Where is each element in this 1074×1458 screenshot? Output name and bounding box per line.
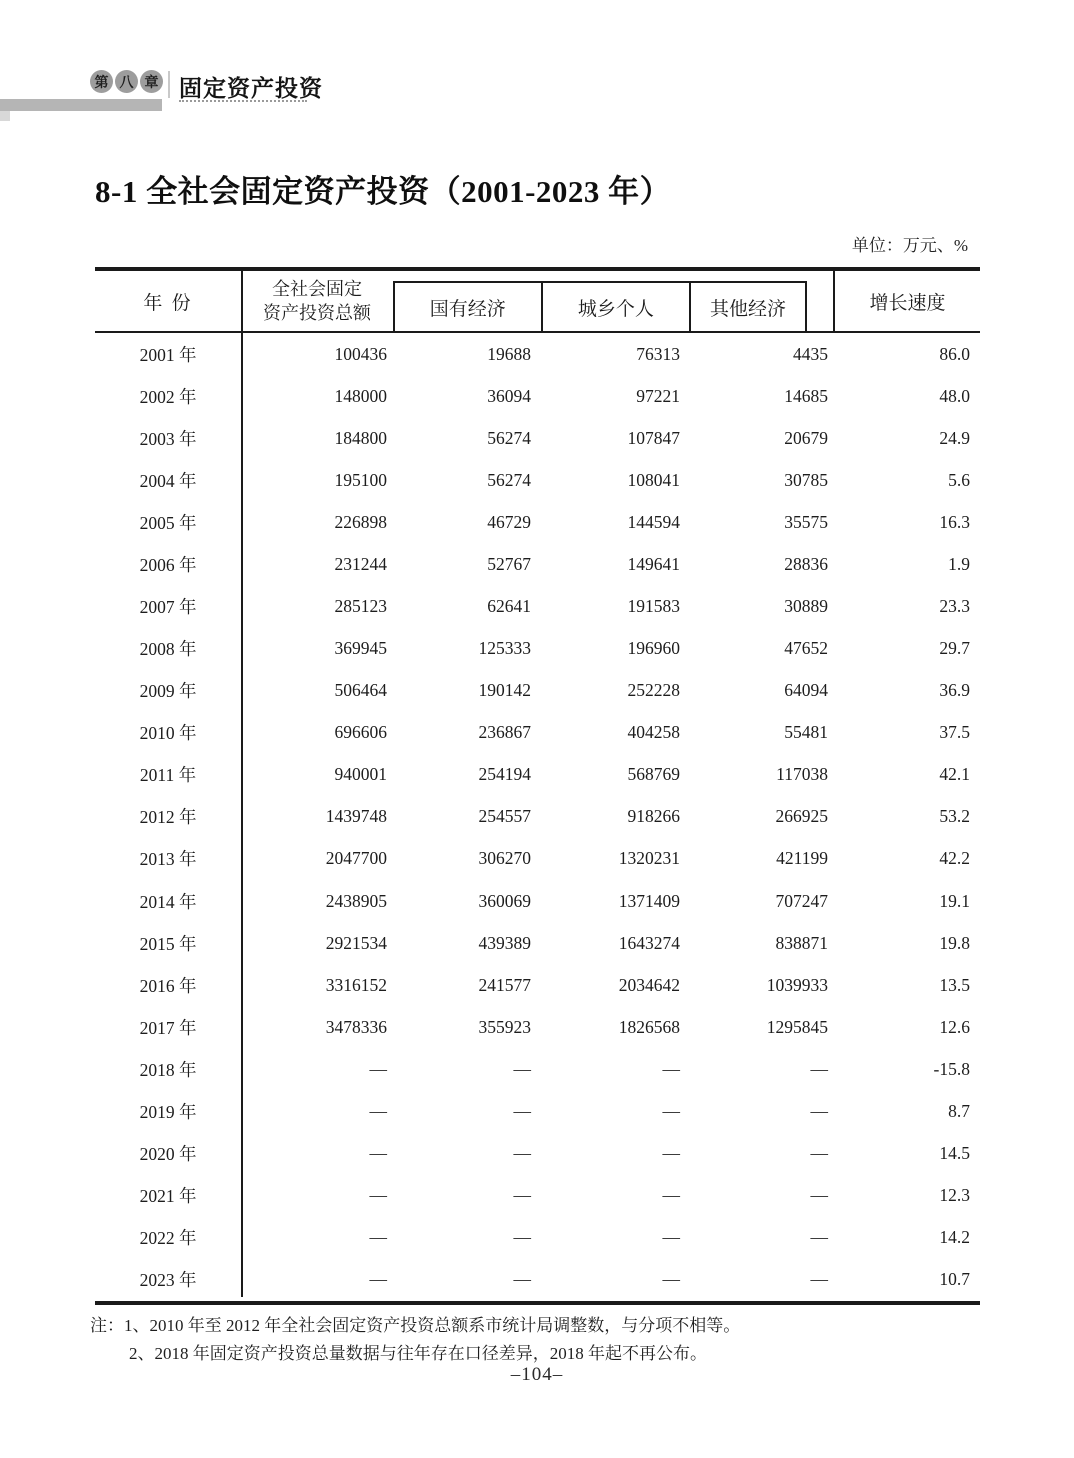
other-cell: 1295845 xyxy=(766,1016,828,1037)
state-cell: 56274 xyxy=(487,427,531,448)
total-cell: 2438905 xyxy=(325,890,387,911)
growth-cell: 8.7 xyxy=(948,1100,970,1121)
table-row xyxy=(95,1217,980,1259)
year-cell: 2011 年 xyxy=(139,765,197,786)
column-header-total-line1: 全社会固定 xyxy=(272,278,362,299)
year-cell: 2020 年 xyxy=(139,1144,197,1165)
table-row xyxy=(95,712,980,754)
total-cell: — xyxy=(369,1185,387,1206)
growth-cell: 12.6 xyxy=(939,1016,970,1037)
growth-cell: 42.1 xyxy=(939,764,970,785)
growth-cell: 36.9 xyxy=(939,680,970,701)
column-header-individual: 城乡个人 xyxy=(541,283,690,331)
year-cell: 2007 年 xyxy=(139,597,197,617)
table-row xyxy=(95,501,980,543)
individual-cell: 1320231 xyxy=(618,848,680,869)
state-cell: — xyxy=(513,1269,531,1290)
total-cell: 1439748 xyxy=(325,806,387,827)
year-cell: 2017 年 xyxy=(139,1017,197,1038)
column-header-other: 其他经济 xyxy=(689,283,805,331)
table-row xyxy=(95,754,980,796)
table-title: 8-1 全社会固定资产投资（2001-2023 年） xyxy=(95,174,672,209)
year-cell: 2021 年 xyxy=(139,1186,197,1207)
state-cell: 125333 xyxy=(478,638,531,659)
state-cell: 62641 xyxy=(487,596,531,616)
header-gray-bar xyxy=(0,99,162,111)
individual-cell: 2034642 xyxy=(618,974,680,995)
table-row xyxy=(95,838,980,880)
column-header-growth: 增长速度 xyxy=(869,292,946,314)
other-cell: 117038 xyxy=(776,764,828,785)
chapter-badge xyxy=(90,70,163,93)
other-cell: — xyxy=(810,1058,828,1079)
total-cell: 2921534 xyxy=(325,932,387,953)
table-body xyxy=(95,333,980,1305)
growth-cell: 24.9 xyxy=(939,427,970,448)
individual-cell: — xyxy=(662,1100,680,1121)
growth-cell: 14.5 xyxy=(939,1143,970,1164)
state-cell: 306270 xyxy=(478,848,531,869)
table-header xyxy=(95,267,980,333)
individual-cell: 108041 xyxy=(627,469,680,490)
total-cell: 231244 xyxy=(334,553,387,574)
table-row xyxy=(95,796,980,838)
growth-cell: 14.2 xyxy=(939,1227,970,1248)
individual-cell: 196960 xyxy=(627,638,680,659)
year-cell: 2006 年 xyxy=(139,554,197,575)
year-cell: 2019 年 xyxy=(139,1101,197,1122)
total-cell: 3316152 xyxy=(325,974,387,995)
state-cell: — xyxy=(513,1143,531,1164)
year-cell: 2003 年 xyxy=(139,428,197,449)
year-cell: 2015 年 xyxy=(139,933,197,954)
table-row xyxy=(95,375,980,417)
total-cell: 195100 xyxy=(334,469,387,490)
table-row xyxy=(95,333,980,375)
other-cell: — xyxy=(810,1100,828,1121)
state-cell: 19688 xyxy=(487,343,531,364)
year-cell: 2016 年 xyxy=(139,975,197,996)
table-row xyxy=(95,880,980,922)
year-cell: 2008 年 xyxy=(139,639,197,660)
year-cell: 2010 年 xyxy=(139,723,197,744)
other-cell: 421199 xyxy=(776,848,828,869)
other-cell: 20679 xyxy=(784,427,828,448)
year-cell: 2018 年 xyxy=(139,1059,197,1080)
state-cell: 360069 xyxy=(478,890,531,911)
state-cell: — xyxy=(513,1227,531,1248)
individual-cell: 76313 xyxy=(636,343,680,364)
individual-cell: 97221 xyxy=(636,385,680,406)
chapter-title-underline xyxy=(179,100,307,102)
table-row xyxy=(95,1090,980,1132)
state-cell: 254194 xyxy=(478,764,531,785)
total-cell: — xyxy=(369,1269,387,1290)
total-cell: 696606 xyxy=(334,722,387,743)
other-cell: — xyxy=(810,1143,828,1164)
column-header-state: 国有经济 xyxy=(429,298,506,320)
subcolumn-box xyxy=(393,281,807,331)
total-cell: 369945 xyxy=(334,638,387,659)
state-cell: 190142 xyxy=(478,680,531,701)
badge-circle-icon: 第 xyxy=(90,70,113,93)
other-cell: 35575 xyxy=(784,511,828,532)
total-cell: 940001 xyxy=(334,764,387,785)
table-row xyxy=(95,670,980,712)
other-cell: 14685 xyxy=(784,385,828,406)
other-cell: 707247 xyxy=(775,890,828,911)
state-cell: 241577 xyxy=(478,974,531,995)
year-cell: 2002 年 xyxy=(139,386,197,407)
individual-cell: 107847 xyxy=(627,427,680,448)
state-cell: 46729 xyxy=(487,511,531,532)
growth-cell: 13.5 xyxy=(939,974,970,995)
growth-cell: 19.1 xyxy=(939,890,970,911)
growth-cell: 19.8 xyxy=(939,932,970,953)
badge-circle-icon: 章 xyxy=(140,70,163,93)
growth-cell: 1.9 xyxy=(948,553,970,574)
total-cell: 184800 xyxy=(334,427,387,448)
state-cell: 355923 xyxy=(478,1016,531,1037)
total-cell: 226898 xyxy=(334,511,387,532)
state-cell: 439389 xyxy=(478,932,531,953)
other-cell: 30889 xyxy=(784,596,828,616)
year-column-divider xyxy=(241,267,243,1297)
year-cell: 2009 年 xyxy=(139,681,197,702)
growth-cell: 23.3 xyxy=(939,596,970,616)
individual-cell: — xyxy=(662,1185,680,1206)
unit-label: 单位：万元、% xyxy=(851,236,968,255)
individual-cell: 144594 xyxy=(627,511,680,532)
other-cell: — xyxy=(810,1185,828,1206)
column-header-year: 年 份 xyxy=(143,292,193,314)
state-cell: 36094 xyxy=(487,385,531,406)
chapter-title: 固定资产投资 xyxy=(179,75,323,101)
table-row xyxy=(95,1048,980,1090)
column-header-total xyxy=(241,271,393,331)
growth-cell: 29.7 xyxy=(939,638,970,659)
table-row xyxy=(95,1006,980,1048)
total-cell: — xyxy=(369,1227,387,1248)
header-divider xyxy=(168,71,170,98)
individual-cell: 191583 xyxy=(627,596,680,616)
total-cell: 285123 xyxy=(334,596,387,616)
individual-cell: 1371409 xyxy=(618,890,680,911)
table-row xyxy=(95,964,980,1006)
table-row xyxy=(95,1259,980,1301)
table-row xyxy=(95,417,980,459)
other-cell: — xyxy=(810,1269,828,1290)
total-cell: — xyxy=(369,1143,387,1164)
table-row xyxy=(95,543,980,585)
other-cell: 1039933 xyxy=(766,974,828,995)
table-row xyxy=(95,922,980,964)
year-cell: 2012 年 xyxy=(139,807,197,828)
other-cell: 30785 xyxy=(784,469,828,490)
total-cell: 3478336 xyxy=(325,1016,387,1037)
badge-circle-icon: 八 xyxy=(115,70,138,93)
individual-cell: 149641 xyxy=(627,553,680,574)
other-cell: 47652 xyxy=(784,638,828,659)
footnote-1: 注：1、2010 年至 2012 年全社会固定资产投资总额系市统计局调整数，与分项不相等。 xyxy=(90,1316,741,1335)
year-cell: 2014 年 xyxy=(139,891,197,912)
statistics-table xyxy=(95,267,980,1305)
growth-cell: 53.2 xyxy=(939,806,970,827)
total-cell: 100436 xyxy=(334,343,387,364)
individual-cell: — xyxy=(662,1269,680,1290)
growth-cell: -15.8 xyxy=(933,1058,970,1079)
other-cell: 28836 xyxy=(784,553,828,574)
table-row xyxy=(95,1175,980,1217)
growth-cell: 48.0 xyxy=(939,385,970,406)
growth-cell: 16.3 xyxy=(939,511,970,532)
year-cell: 2005 年 xyxy=(139,512,197,533)
year-cell: 2013 年 xyxy=(139,849,197,870)
growth-cell: 12.3 xyxy=(939,1185,970,1206)
other-cell: — xyxy=(810,1227,828,1248)
footnotes xyxy=(90,1312,990,1368)
table-row xyxy=(95,1132,980,1174)
other-cell: 838871 xyxy=(775,932,828,953)
total-cell: 148000 xyxy=(334,385,387,406)
other-cell: 55481 xyxy=(784,722,828,743)
total-cell: 2047700 xyxy=(325,848,387,869)
state-cell: 52767 xyxy=(487,553,531,574)
total-cell: — xyxy=(369,1100,387,1121)
state-cell: 236867 xyxy=(478,722,531,743)
footnote-2: 2、2018 年固定资产投资总量数据与往年存在口径差异，2018 年起不再公布。 xyxy=(129,1344,707,1363)
table-row xyxy=(95,628,980,670)
column-header-total-line2: 资产投资总额 xyxy=(263,303,371,323)
state-cell: — xyxy=(513,1058,531,1079)
individual-cell: 918266 xyxy=(627,806,680,827)
growth-cell: 37.5 xyxy=(939,722,970,743)
state-cell: 254557 xyxy=(478,806,531,827)
year-cell: 2023 年 xyxy=(139,1270,197,1291)
individual-cell: 404258 xyxy=(627,722,680,743)
page-number: –104– xyxy=(510,1364,564,1385)
individual-cell: — xyxy=(662,1143,680,1164)
table-row xyxy=(95,585,980,627)
growth-cell: 42.2 xyxy=(939,848,970,869)
state-cell: 56274 xyxy=(487,469,531,490)
individual-cell: 1826568 xyxy=(618,1016,680,1037)
growth-cell: 10.7 xyxy=(939,1269,970,1290)
other-cell: 4435 xyxy=(793,343,828,364)
other-cell: 266925 xyxy=(775,806,828,827)
year-cell: 2004 年 xyxy=(139,470,197,491)
header-gray-bar-tail xyxy=(0,111,10,121)
individual-cell: — xyxy=(662,1058,680,1079)
total-cell: — xyxy=(369,1058,387,1079)
individual-cell: 568769 xyxy=(627,764,680,785)
other-cell: 64094 xyxy=(784,680,828,701)
year-cell: 2001 年 xyxy=(139,344,197,365)
growth-cell: 5.6 xyxy=(948,469,970,490)
state-cell: — xyxy=(513,1185,531,1206)
individual-cell: 252228 xyxy=(627,680,680,701)
total-cell: 506464 xyxy=(334,680,387,701)
individual-cell: 1643274 xyxy=(618,932,680,953)
year-cell: 2022 年 xyxy=(139,1228,197,1249)
state-cell: — xyxy=(513,1100,531,1121)
individual-cell: — xyxy=(662,1227,680,1248)
table-row xyxy=(95,459,980,501)
growth-cell: 86.0 xyxy=(939,343,970,364)
